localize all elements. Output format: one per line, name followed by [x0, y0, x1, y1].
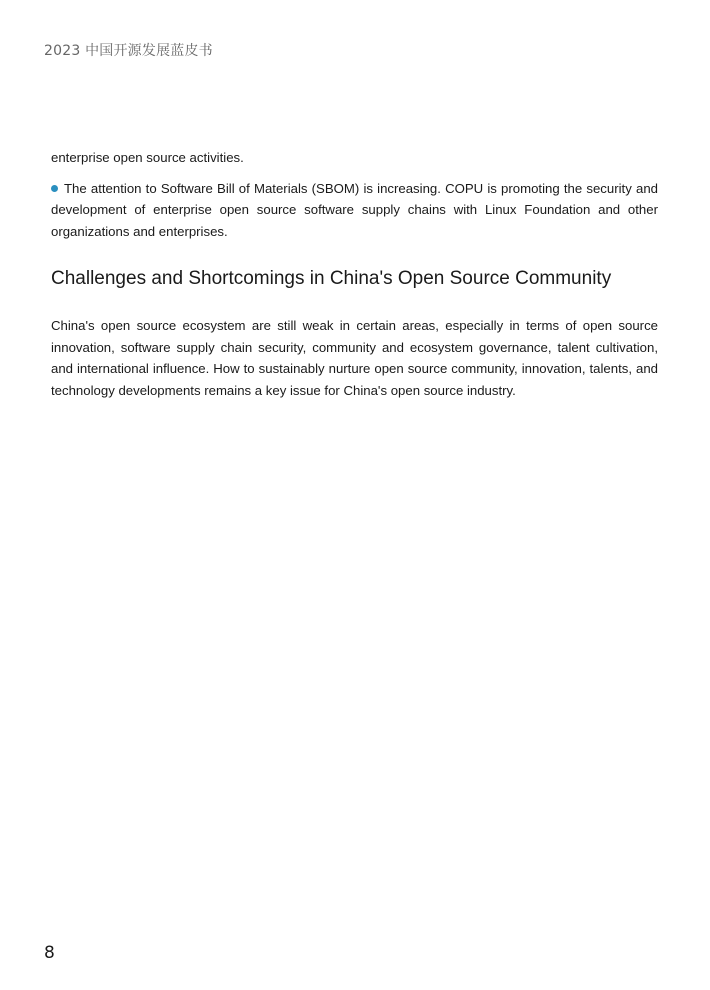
section-body-paragraph: China's open source ecosystem are still weak in certain areas, especially in terms of open source innovation, software supply chain security, community and ecosystem governance, talent cultivation, and international influence. How to sustainably nurture open source community, innovation, talents, and technology developments remains a key issue for China's open source industry.: [51, 318, 658, 398]
bullet-paragraph: [51, 178, 658, 243]
page-content: [51, 147, 658, 401]
bullet-dot-icon: [51, 185, 58, 192]
bullet-text: The attention to Software Bill of Materials (SBOM) is increasing. COPU is promoting the security and development of enterprise open source software supply chains with Linux Foundation and other organizations and enterprises.: [51, 180, 658, 239]
continuation-paragraph: enterprise open source activities.: [51, 150, 244, 165]
page-number: 8: [44, 943, 55, 963]
section-heading: Challenges and Shortcomings in China's Open Source Community: [51, 268, 612, 289]
running-header: 2023 中国开源发展蓝皮书: [44, 43, 213, 59]
